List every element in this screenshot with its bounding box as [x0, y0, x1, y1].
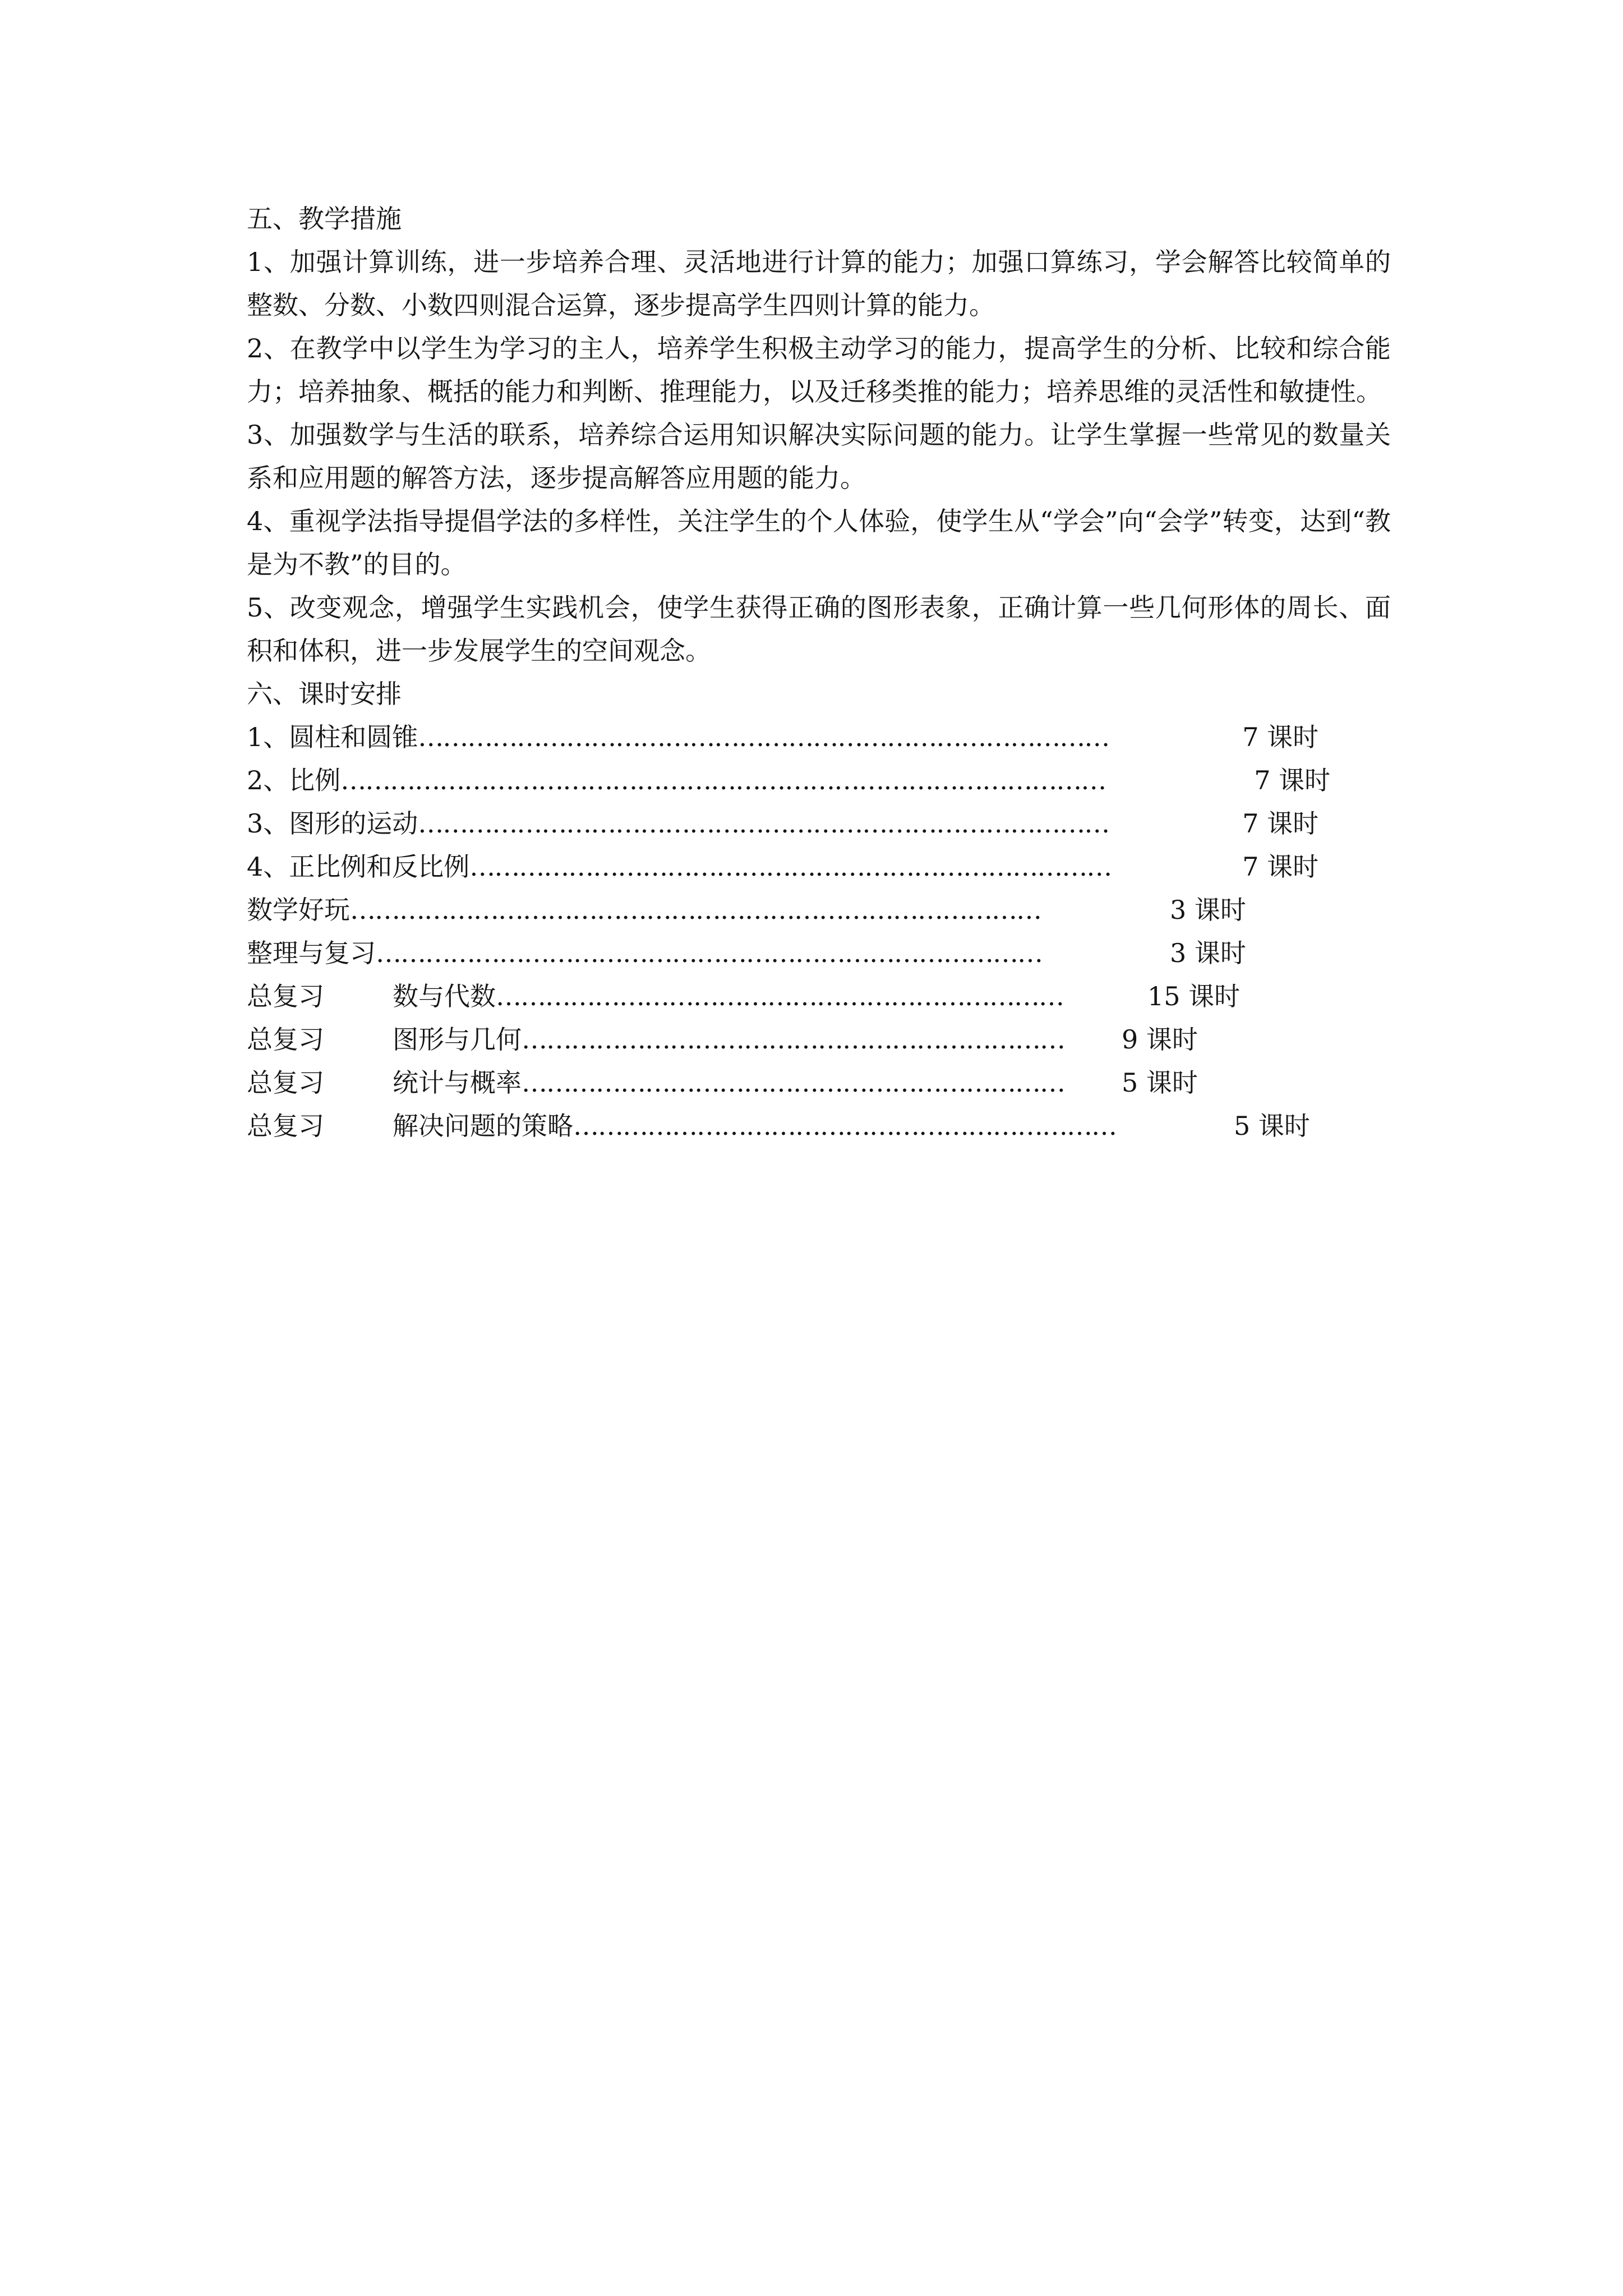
review-row — [247, 975, 1391, 1018]
review-row-prefix: 总复习 — [247, 981, 324, 1011]
schedule-row-hours: 7 课时 — [1242, 808, 1319, 839]
section-heading-schedule: 六、课时安排 — [247, 679, 402, 709]
schedule-row-label: 数学好玩 — [247, 895, 350, 925]
review-row-prefix: 总复习 — [247, 1111, 324, 1141]
schedule-list — [247, 716, 1391, 1148]
review-row-hours: 5 课时 — [1122, 1068, 1198, 1098]
dot-leader: ………………………………………………………… — [522, 1024, 1064, 1055]
dot-leader: ………………………………………………………… — [522, 1068, 1064, 1098]
review-row-hours: 15 课时 — [1147, 981, 1241, 1011]
schedule-row — [247, 802, 1319, 845]
dot-leader: ………………………………………………………… — [573, 1111, 1116, 1141]
review-row — [247, 1061, 1391, 1105]
schedule-row — [247, 759, 1331, 802]
review-row-label: 数与代数 — [393, 981, 496, 1011]
schedule-row-label: 2、比例 — [247, 765, 341, 795]
measure-item-5: 5、改变观念，增强学生实践机会，使学生获得正确的图形表象，正确计算一些几何形体的周长、面积和体积，进一步发展学生的空间观念。 — [247, 592, 1391, 666]
dot-leader: ………………………………………………………………………… — [418, 722, 1109, 752]
dot-leader: ………………………………………………………………………………… — [340, 765, 1106, 795]
schedule-row-label: 整理与复习 — [247, 938, 376, 968]
schedule-row — [247, 845, 1319, 889]
dot-leader: ……………………………………………………………………… — [376, 938, 1042, 968]
review-row — [247, 1018, 1391, 1061]
schedule-row-label: 4、正比例和反比例 — [247, 852, 470, 882]
schedule-row — [247, 716, 1319, 759]
review-row-hours: 5 课时 — [1234, 1111, 1310, 1141]
dot-leader: …………………………………………………………………… — [469, 852, 1112, 882]
measure-item-4: 4、重视学法指导提倡学法的多样性，关注学生的个人体验，使学生从“学会”向“会学”转变，达到“教是为不教”的目的。 — [247, 506, 1391, 579]
schedule-row-hours: 3 课时 — [1170, 895, 1246, 925]
review-row-hours: 9 课时 — [1122, 1024, 1198, 1055]
measure-item-1: 1、加强计算训练，进一步培养合理、灵活地进行计算的能力；加强口算练习，学会解答比较简单的整数、分数、小数四则混合运算，逐步提高学生四则计算的能力。 — [247, 247, 1391, 320]
schedule-row — [247, 889, 1246, 932]
measure-item-2: 2、在教学中以学生为学习的主人，培养学生积极主动学习的能力，提高学生的分析、比较和综合能力；培养抽象、概括的能力和判断、推理能力，以及迁移类推的能力；培养思维的灵活性和敏捷性。 — [247, 333, 1391, 407]
document-body — [247, 197, 1391, 1148]
schedule-row — [247, 932, 1246, 975]
dot-leader: …………………………………………………………… — [496, 981, 1063, 1011]
review-row — [247, 1105, 1391, 1148]
dot-leader: ………………………………………………………………………… — [350, 895, 1041, 925]
review-row-prefix: 总复习 — [247, 1024, 324, 1055]
schedule-row-hours: 7 课时 — [1242, 852, 1319, 882]
measure-item-3: 3、加强数学与生活的联系，培养综合运用知识解决实际问题的能力。让学生掌握一些常见的数量关系和应用题的解答方法，逐步提高解答应用题的能力。 — [247, 420, 1391, 493]
review-row-label: 统计与概率 — [393, 1068, 522, 1098]
review-row-label: 解决问题的策略 — [393, 1111, 573, 1141]
schedule-row-hours: 7 课时 — [1242, 722, 1319, 752]
schedule-row-hours: 3 课时 — [1170, 938, 1246, 968]
schedule-row-hours: 7 课时 — [1254, 765, 1331, 795]
section-heading-teaching-measures: 五、教学措施 — [247, 204, 402, 234]
schedule-row-label: 3、图形的运动 — [247, 808, 418, 839]
review-row-label: 图形与几何 — [393, 1024, 522, 1055]
schedule-row-label: 1、圆柱和圆锥 — [247, 722, 418, 752]
review-row-prefix: 总复习 — [247, 1068, 324, 1098]
dot-leader: ………………………………………………………………………… — [418, 808, 1109, 839]
